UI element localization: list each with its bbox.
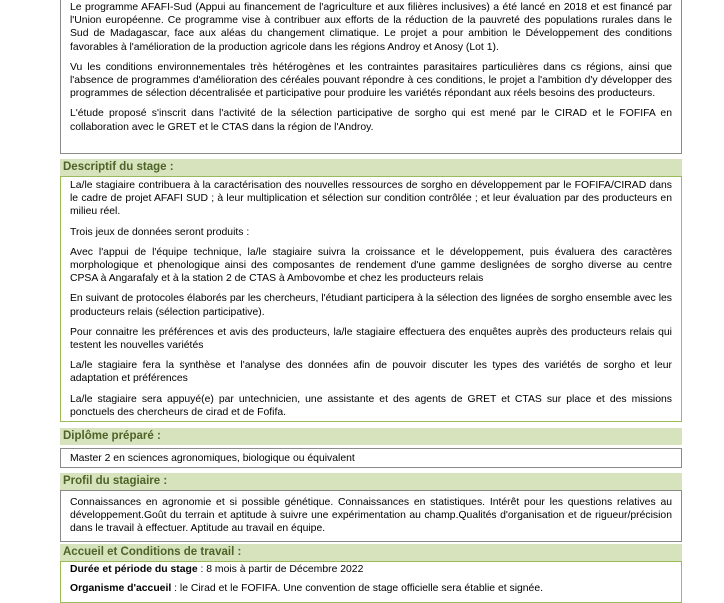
descriptif-paragraph-1: La/le stagiaire contribuera à la caractérisation des nouvelles ressources de sorgho en développement par le FOFIFA/CIRAD dans le cadre de projet AFAFI SUD ; à leur multiplication et sélection sur condition contrôlée ; et leur évaluation par des producteurs en milieu réel.: [70, 180, 672, 218]
context-box: [60, 0, 682, 154]
organisme-line: [70, 582, 672, 595]
descriptif-box: [60, 176, 682, 422]
accueil-box: [60, 561, 682, 603]
descriptif-paragraph-5: Pour connaitre les préférences et avis des producteurs, la/le stagiaire effectuera des enquêtes auprès des producteurs relais qui testent les nouvelles variétés: [70, 326, 672, 352]
diplome-text: Master 2 en sciences agronomiques, biologique ou équivalent: [70, 453, 355, 464]
context-paragraph-3: L'étude proposé s'inscrit dans l'activité de la sélection participative de sorgho qui est mené par le CIRAD et le FOFIFA en collaboration avec le GRET et le CTAS dans la région de l'Androy.: [70, 108, 672, 133]
diplome-heading: Diplôme préparé :: [60, 428, 682, 445]
context-paragraph-2: Vu les conditions environnementales très hétérogènes et les contraintes parasitaires particulières dans cs régions, ainsi que l'absence de programmes d'amélioration des céréales pouvant répondre à ces conditions, le projet a l'ambition d'y développer des programmes de sélection décentralisée et participative pour produire les variétés répondant aux réels besoins des producteurs.: [70, 61, 672, 100]
profil-heading: Profil du stagiaire :: [60, 473, 682, 490]
profil-text: Connaissances en agronomie et si possible génétique. Connaissances en statistiques. Intérêt pour les questions relatives au développement.Goût du terrain et aptitude à suivre une expérimentation au champ.Qualités d'organisation et de rigueur/précision dans le travail à effectuer. Aptitude au travail en équipe.: [70, 497, 672, 535]
descriptif-paragraph-7: La/le stagiaire sera appuyé(e) par untechnicien, une assistante et des agents de GRET et CTAS sur place et des missions ponctuels des chercheurs de cirad et de Fofifa.: [70, 393, 672, 418]
organisme-label: Organisme d'accueil: [70, 583, 172, 595]
diplome-box: [60, 448, 682, 468]
descriptif-paragraph-4: En suivant de protocoles élaborés par les chercheurs, l'étudiant participera à la sélection des lignées de sorgho ensemble avec les producteurs relais (sélection participative).: [70, 293, 672, 318]
descriptif-heading: Descriptif du stage :: [60, 159, 682, 176]
duree-value: : 8 mois à partir de Décembre 2022: [197, 564, 364, 575]
descriptif-paragraph-2: Trois jeux de données seront produits :: [70, 226, 250, 238]
organisme-value: : le Cirad et le FOFIFA. Une convention de stage officielle sera établie et signée.: [171, 583, 543, 595]
accueil-heading: Accueil et Conditions de travail :: [60, 544, 682, 561]
profil-box: [60, 490, 682, 542]
duree-line: [70, 563, 672, 576]
descriptif-paragraph-3: Avec l'appui de l'équipe technique, la/le stagiaire suivra la croissance et le développement, puis évaluera des caractères morphologique et phenologique ainsi des composantes de rendement d'une gamme deslignées de sorgho diverse au centre CPSA à Angarafaly et à la station 2 de CTAS à Ambovombe et chez les producteurs relais: [70, 246, 672, 285]
descriptif-paragraph-6: La/le stagiaire fera la synthèse et l'analyse des données afin de pouvoir discuter les types des variétés de sorgho et leur adaptation et préférences: [70, 360, 672, 385]
context-paragraph-1: Le programme AFAFI-Sud (Appui au financement de l'agriculture et aux filières inclusives) a été lancé en 2018 et est financé par l'Union européenne. Ce programme vise à contribuer aux efforts de la réduction de la pauvreté des populations rurales dans le Sud de Madagascar, face aux aléas du changement climatique. Le projet a pour ambition le Développement des conditions favorables à l'amélioration de la production agricole dans les régions Androy et Anosy (Lot 1).: [70, 2, 672, 53]
duree-label: Durée et période du stage: [70, 564, 198, 575]
